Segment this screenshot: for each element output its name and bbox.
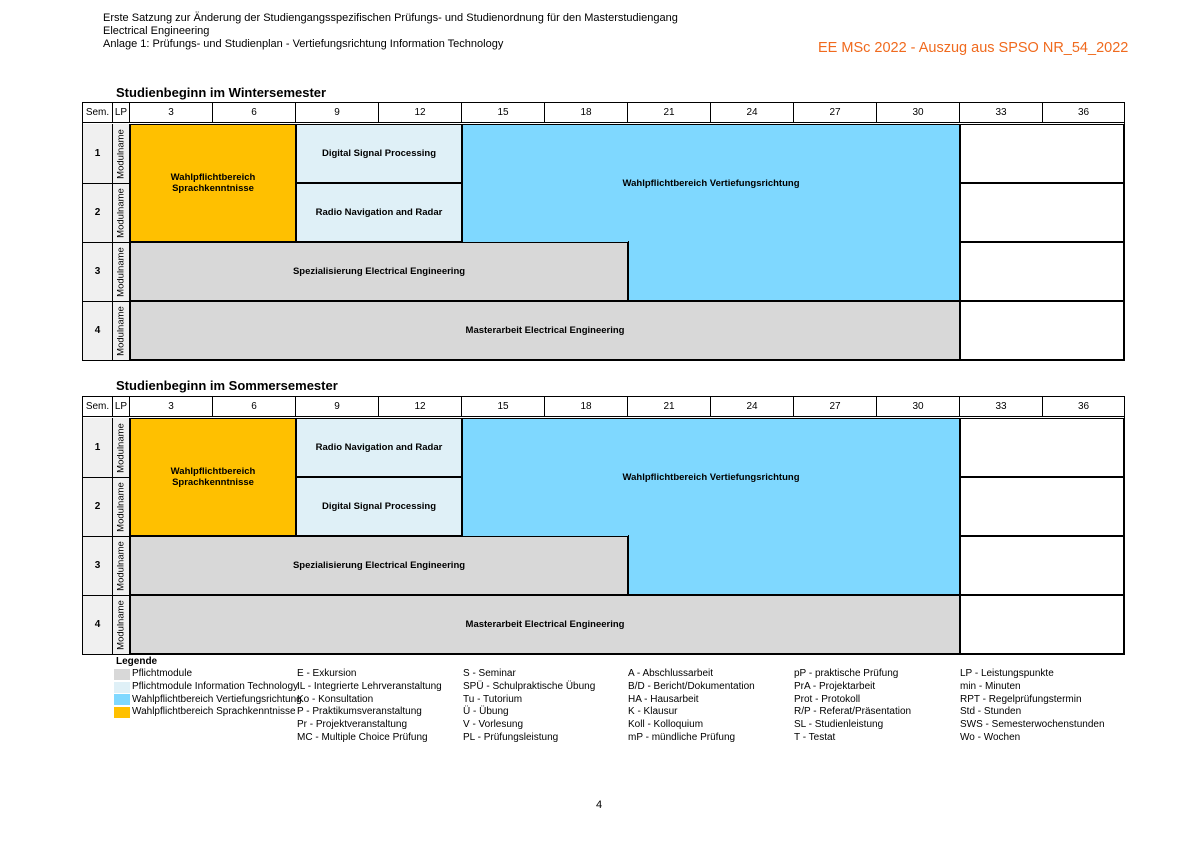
row-label-1 [113,124,130,183]
legend-abbrev: Wo - Wochen [960,731,1021,743]
module-vertiefungsrichtung-ext [628,241,960,301]
legend-abbrev: Ü - Übung [463,706,509,718]
module-sem2-pflicht-it: Digital Signal Processing [296,477,462,536]
legend-abbrev-col-4 [628,668,755,745]
page-number: 4 [596,799,603,811]
header-lp-6: 6 [213,103,296,122]
row-label-text: Modulname [115,128,127,179]
module-spezialisierung: Spezialisierung Electrical Engineering [130,536,628,595]
legend-abbrev: Prot - Protokoll [794,693,861,705]
legend-abbrev: S - Seminar [463,668,516,679]
summer-section-title: Studienbeginn im Sommersemester [116,378,338,393]
header-divider [83,122,1124,123]
legend-abbrev: PL - Prüfungsleistung [463,731,559,743]
semester-3-label: 3 [83,242,113,301]
empty-cell [960,536,1124,595]
row-divider [83,183,130,184]
header-lp-30: 30 [877,397,960,416]
header-lp-12: 12 [379,103,462,122]
empty-cell [960,242,1124,301]
legend-abbrev: mP - mündliche Prüfung [628,731,736,743]
module-vertiefungsrichtung: Wahlpflichtbereich Vertiefungsrichtung [462,418,960,536]
legend-abbrev-col-2 [297,668,442,745]
legend-abbrev: min - Minuten [960,680,1021,692]
header-lp-9: 9 [296,103,379,122]
summer-plan-table [82,396,1125,655]
empty-cell [960,124,1124,183]
header-lp-27: 27 [794,397,877,416]
row-divider [83,595,130,596]
row-divider [83,301,130,302]
semester-4-label: 4 [83,301,113,360]
semester-1-label: 1 [83,418,113,477]
header-line-1: Erste Satzung zur Änderung der Studiengangsspezifischen Prüfungs- und Studienordnung für den Masterstudiengang [103,12,678,24]
header-lp-18: 18 [545,103,628,122]
legend-abbrev: SPÜ - Schulpraktische Übung [463,680,596,692]
header-lp-18: 18 [545,397,628,416]
semester-4-label: 4 [83,595,113,654]
empty-cell [960,595,1124,654]
legend-abbrev: pP - praktische Prüfung [794,668,899,679]
row-label-2 [113,477,130,536]
row-label-text: Modulname [115,305,127,356]
legend-item-vertiefung [114,694,302,707]
legend-abbrev: V - Vorlesung [463,719,524,731]
legend-abbrev: RPT - Regelprüfungstermin [960,693,1082,705]
row-label-4 [113,595,130,654]
header-lp-33: 33 [960,103,1043,122]
legend-abbrev: Std - Stunden [960,706,1022,718]
header-lp-3: 3 [130,103,213,122]
header-lp-15: 15 [462,103,545,122]
legend-item-pflicht-it [114,681,302,694]
legend-abbrev: Tu - Tutorium [463,693,523,705]
document-reference: EE MSc 2022 - Auszug aus SPSO NR_54_2022 [818,40,1129,56]
empty-cell [960,183,1124,242]
legend-abbrev: SL - Studienleistung [794,719,884,731]
header-lp: LP [113,103,130,122]
semester-1-label: 1 [83,124,113,183]
module-sprachkenntnisse: Wahlpflichtbereich Sprachkenntnisse [130,418,296,536]
module-sem1-pflicht-it: Radio Navigation and Radar [296,418,462,477]
row-label-2 [113,183,130,242]
semester-3-label: 3 [83,536,113,595]
legend-abbrev: Pr - Projektveranstaltung [297,719,408,731]
legend-abbrev-col-3 [463,668,595,745]
module-sem1-pflicht-it: Digital Signal Processing [296,124,462,183]
row-label-text: Modulname [115,422,127,473]
legend-swatch-lightblue [114,682,130,693]
header-lp-36: 36 [1077,107,1090,118]
header-lp-12: 12 [379,397,462,416]
header-lp-9: 9 [296,397,379,416]
module-sprachkenntnisse: Wahlpflichtbereich Sprachkenntnisse [130,124,296,242]
header-line-3: Anlage 1: Prüfungs- und Studienplan - Vertiefungsrichtung Information Technology [103,38,504,50]
legend-title: Legende [116,656,158,667]
legend-abbrev: A - Abschlussarbeit [628,668,714,679]
row-label-text: Modulname [115,540,127,591]
module-vertiefungsrichtung: Wahlpflichtbereich Vertiefungsrichtung [462,124,960,242]
header-lp: LP [113,397,130,416]
legend-abbrev: IL - Integrierte Lehrveranstaltung [297,680,442,692]
legend-abbrev: B/D - Bericht/Dokumentation [628,680,755,692]
winter-plan-table [82,102,1125,361]
empty-cell [960,477,1124,536]
empty-cell [960,418,1124,477]
header-lp-15: 15 [462,397,545,416]
header-lp-30: 30 [877,103,960,122]
row-divider [83,477,130,478]
row-label-3 [113,242,130,301]
legend-abbrev-col-6 [960,668,1105,745]
module-masterarbeit: Masterarbeit Electrical Engineering [130,301,960,360]
legend-abbrev: HA - Hausarbeit [628,693,699,705]
header-lp-21: 21 [628,103,711,122]
module-vertiefungsrichtung-ext [628,535,960,595]
row-label-text: Modulname [115,246,127,297]
legend-abbrev: LP - Leistungspunkte [960,668,1054,679]
legend-abbrev: Koll - Kolloquium [628,719,704,731]
module-sem2-pflicht-it: Radio Navigation and Radar [296,183,462,242]
legend-abbrev: PrA - Projektarbeit [794,680,876,692]
row-label-text: Modulname [115,481,127,532]
legend-label: Pflichtmodule [132,668,193,679]
header-lp-24: 24 [711,397,794,416]
semester-2-label: 2 [83,477,113,536]
header-sem: Sem. [83,397,113,416]
legend-label: Wahlpflichtbereich Sprachkenntnisse [132,706,296,718]
row-label-3 [113,536,130,595]
header-sem: Sem. [83,103,113,122]
legend-swatch-gray [114,669,130,680]
header-lp-27: 27 [794,103,877,122]
legend-abbrev: Ko - Konsultation [297,693,374,705]
legend-categories [114,668,302,719]
document-header [103,12,678,51]
row-label-text: Modulname [115,187,127,238]
winter-section-title: Studienbeginn im Wintersemester [116,85,327,100]
row-label-1 [113,418,130,477]
legend-swatch-cyan [114,694,130,705]
legend-item-pflicht [114,668,302,681]
legend-abbrev: SWS - Semesterwochenstunden [960,719,1105,731]
legend-abbrev-col-5 [794,668,911,745]
row-label-4 [113,301,130,360]
legend-abbrev: MC - Multiple Choice Prüfung [297,731,428,743]
header-lp-24: 24 [711,103,794,122]
module-spezialisierung: Spezialisierung Electrical Engineering [130,242,628,301]
header-lp-33: 33 [960,397,1043,416]
header-lp-3: 3 [130,397,213,416]
legend-label: Pflichtmodule Information Technology [132,680,299,692]
legend-abbrev: P - Praktikumsveranstaltung [297,706,422,718]
legend-item-sprachkenntnisse [114,706,302,719]
row-divider [83,536,130,537]
header-lp-36: 36 [1077,401,1090,412]
legend-abbrev: R/P - Referat/Präsentation [794,706,912,718]
legend-swatch-orange [114,707,130,718]
header-divider [83,416,1124,417]
legend-abbrev: T - Testat [794,731,836,743]
legend-label: Wahlpflichtbereich Vertiefungsrichtung [132,693,302,705]
legend-abbrev: K - Klausur [628,706,678,718]
legend-abbrev: E - Exkursion [297,668,357,679]
header-line-2: Electrical Engineering [103,25,210,37]
row-divider [83,242,130,243]
header-lp-6: 6 [213,397,296,416]
semester-2-label: 2 [83,183,113,242]
module-masterarbeit: Masterarbeit Electrical Engineering [130,595,960,654]
empty-cell [960,301,1124,360]
row-label-text: Modulname [115,599,127,650]
header-lp-21: 21 [628,397,711,416]
